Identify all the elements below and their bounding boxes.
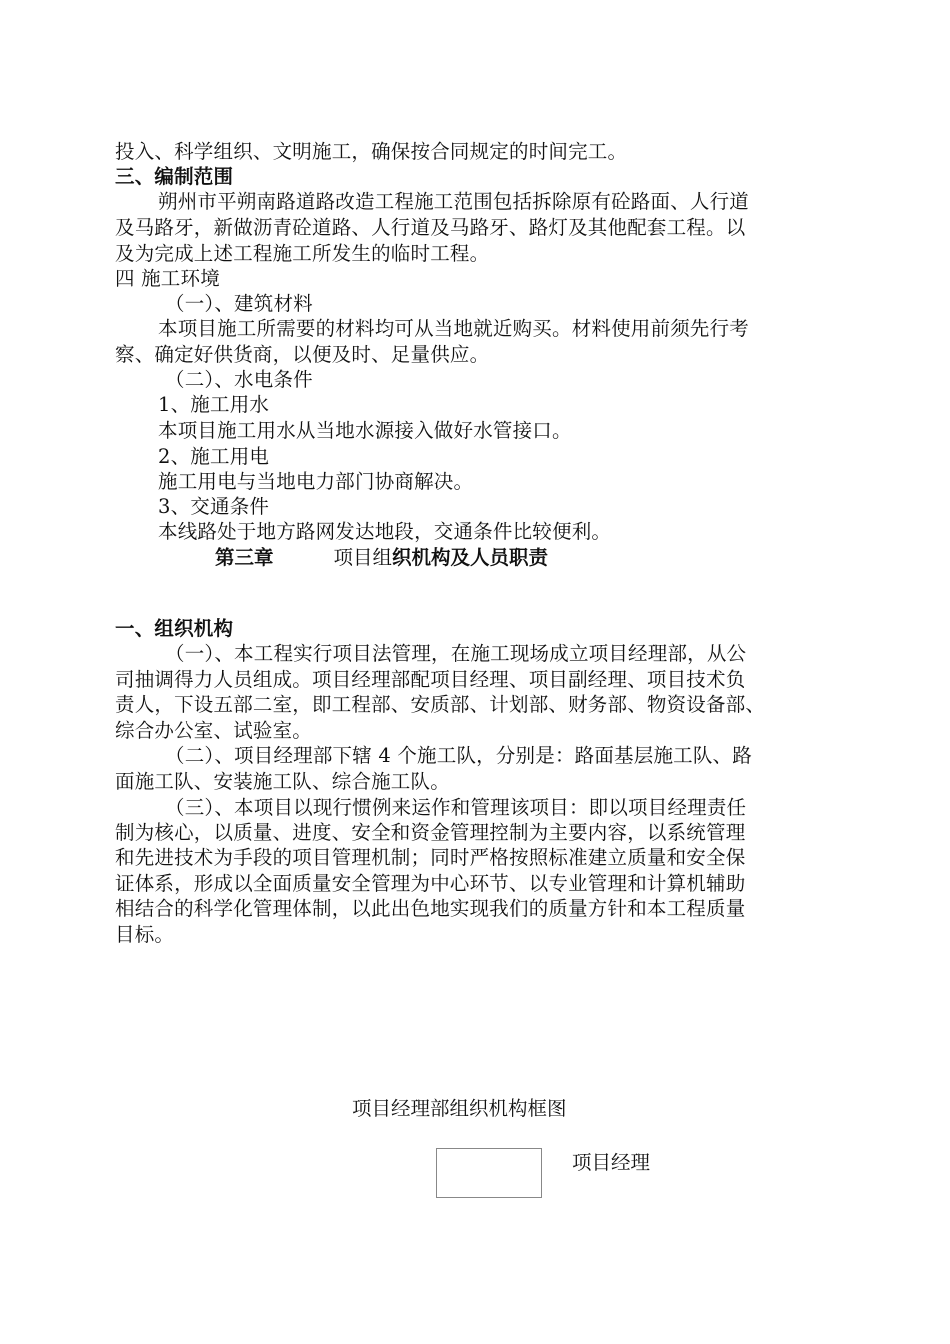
text-line: 及为完成上述工程施工所发生的临时工程。 [115, 242, 490, 265]
text-line: 证体系，形成以全面质量安全管理为中心环节、以专业管理和计算机辅助 [115, 872, 746, 895]
item-heading: 3、交通条件 [158, 495, 270, 518]
subsection-heading: （二）、水电条件 [165, 368, 313, 391]
chapter-number: 第三章 [215, 546, 274, 569]
text-line: 投入、科学组织、文明施工，确保按合同规定的时间完工。 [115, 140, 628, 163]
subsection-heading: （一）、建筑材料 [165, 292, 313, 315]
chapter-heading [215, 546, 548, 570]
text-line: 面施工队、安装施工队、综合施工队。 [115, 770, 450, 793]
text-line: （一）、本工程实行项目法管理，在施工现场成立项目经理部，从公 [165, 642, 747, 665]
text-line: 施工用电与当地电力部门协商解决。 [158, 470, 474, 493]
org-chart-box [436, 1148, 542, 1198]
item-heading: 1、施工用水 [158, 393, 270, 416]
text-line: （三）、本项目以现行惯例来运作和管理该项目：即以项目经理责任 [165, 796, 747, 819]
text-line: 相结合的科学化管理体制，以此出色地实现我们的质量方针和本工程质量 [115, 897, 746, 920]
chapter-title-part1: 项目组 [333, 546, 393, 569]
text-line: 本项目施工所需要的材料均可从当地就近购买。材料使用前须先行考 [158, 317, 750, 340]
item-heading: 2、施工用电 [158, 445, 270, 468]
section-heading: 一、组织机构 [115, 617, 234, 640]
chapter-title-part2: 织机构及人员职责 [392, 546, 549, 569]
text-line: 和先进技术为手段的项目管理机制；同时严格按照标准建立质量和安全保 [115, 846, 746, 869]
text-line: 朔州市平朔南路道路改造工程施工范围包括拆除原有砼路面、人行道 [158, 190, 750, 213]
text-line: 司抽调得力人员组成。项目经理部配项目经理、项目副经理、项目技术负 [115, 668, 746, 691]
section-heading: 四 施工环境 [115, 267, 220, 290]
section-heading: 三、编制范围 [115, 165, 234, 188]
text-line: 本项目施工用水从当地水源接入做好水管接口。 [158, 419, 572, 442]
text-line: 本线路处于地方路网发达地段，交通条件比较便利。 [158, 520, 612, 543]
text-line: 责人，下设五部二室，即工程部、安质部、计划部、财务部、物资设备部、 [115, 693, 766, 716]
text-line: （二）、项目经理部下辖 4 个施工队，分别是：路面基层施工队、路 [165, 744, 752, 767]
text-line: 制为核心，以质量、进度、安全和资金管理控制为主要内容，以系统管理 [115, 821, 746, 844]
diagram-title: 项目经理部组织机构框图 [352, 1097, 567, 1120]
text-line: 综合办公室、试验室。 [115, 719, 313, 742]
text-line: 及马路牙，新做沥青砼道路、人行道及马路牙、路灯及其他配套工程。以 [115, 216, 746, 239]
org-chart-node-label: 项目经理 [572, 1151, 651, 1174]
text-line: 察、确定好供货商，以便及时、足量供应。 [115, 343, 490, 366]
text-line: 目标。 [115, 923, 175, 946]
